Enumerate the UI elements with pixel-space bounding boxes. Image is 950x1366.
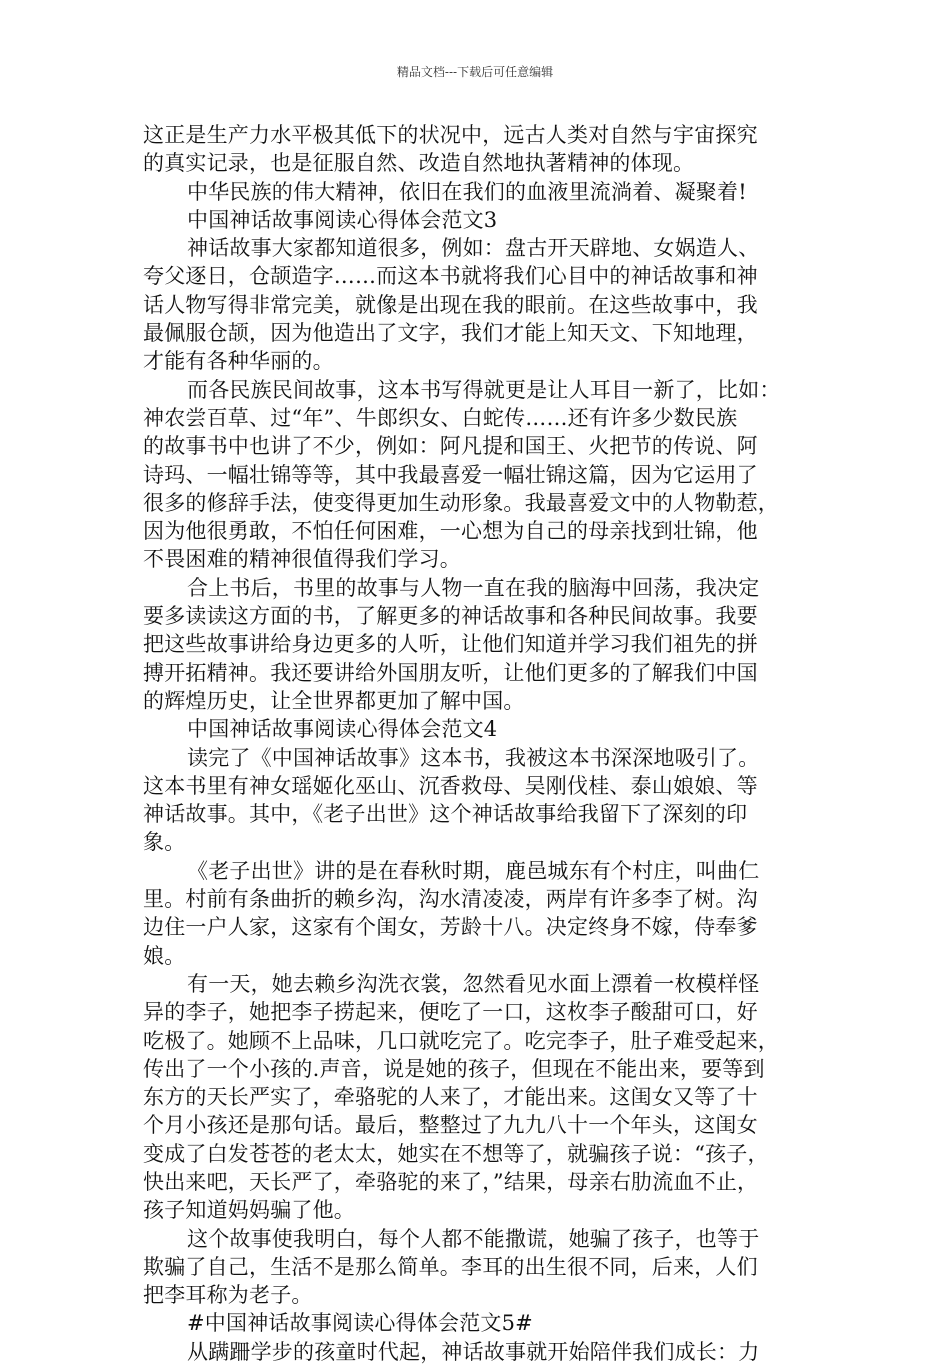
text-line: 因为他很勇敢，不怕任何困难，一心想为自己的母亲找到壮锦，他: [143, 519, 758, 544]
text-line: 要多读读这方面的书，了解更多的神话故事和各种民间故事。我要: [143, 604, 758, 629]
text-line: 有一天，她去赖乡沟洗衣裳，忽然看见水面上漂着一枚模样怪: [187, 971, 760, 996]
text-line: 异的李子，她把李子捞起来，便吃了一口，这枚李子酸甜可口，好: [143, 1000, 758, 1025]
text-line: 变成了白发苍苍的老太太，她实在不想等了，就骗孩子说：“孩子，: [143, 1141, 769, 1166]
text-line: 这本书里有神女瑶姬化巫山、沉香救母、吴刚伐桂、泰山娘娘、等: [143, 773, 758, 798]
text-line: 把李耳称为老子。: [143, 1283, 313, 1308]
text-line: 神话故事大家都知道很多，例如：盘古开天辟地、女娲造人、: [187, 236, 760, 261]
text-line: 的故事书中也讲了不少，例如：阿凡提和国王、火把节的传说、阿: [143, 434, 758, 459]
text-line: 搏开拓精神。我还要讲给外国朋友听，让他们更多的了解我们中国: [143, 660, 758, 685]
text-line: 话人物写得非常完美，就像是出现在我的眼前。在这些故事中，我: [143, 292, 758, 317]
text-line: 中国神话故事阅读心得体会范文4: [187, 717, 498, 742]
text-line: 不畏困难的精神很值得我们学习。: [143, 547, 461, 572]
text-line: 从蹒跚学步的孩童时代起，神话故事就开始陪伴我们成长：力: [187, 1339, 760, 1364]
text-line: 很多的修辞手法，使变得更加生动形象。我最喜爱文中的人物勒惹，: [143, 490, 779, 515]
text-line: 把这些故事讲给身边更多的人听，让他们知道并学习我们祖先的拼: [143, 632, 758, 657]
text-line: 传出了一个小孩的.声音，说是她的孩子，但现在不能出来，要等到: [143, 1056, 765, 1081]
text-line: 边住一户人家，这家有个闺女，芳龄十八。决定终身不嫁，侍奉爹: [143, 915, 758, 940]
text-line: 夸父逐日，仓颉造字……而这本书就将我们心目中的神话故事和神: [143, 264, 758, 289]
text-line: #中国神话故事阅读心得体会范文5#: [187, 1311, 533, 1336]
text-line: 象。: [143, 830, 186, 855]
page-header: 精品文档---下载后可任意编辑: [396, 65, 554, 79]
text-line: 的真实记录，也是征服自然、改造自然地执著精神的体现。: [143, 151, 695, 176]
text-line: 个月小孩还是那句话。最后，整整过了九九八十一个年头，这闺女: [143, 1113, 758, 1138]
text-line: 欺骗了自己，生活不是那么简单。李耳的出生很不同，后来，人们: [143, 1254, 758, 1279]
text-line: 诗玛、一幅壮锦等等，其中我最喜爱一幅壮锦这篇，因为它运用了: [143, 462, 758, 487]
text-line: 而各民族民间故事，这本书写得就更是让人耳目一新了，比如：: [187, 377, 781, 402]
text-line: 才能有各种华丽的。: [143, 349, 334, 374]
text-line: 中华民族的伟大精神，依旧在我们的血液里流淌着、凝聚着!: [187, 179, 747, 204]
text-line: 读完了《中国神话故事》这本书，我被这本书深深地吸引了。: [187, 745, 760, 770]
text-line: 东方的天长严实了，牵骆驼的人来了，才能出来。这闺女又等了十: [143, 1085, 758, 1110]
text-line: 神农尝百草、过“年”、牛郎织女、白蛇传……还有许多少数民族: [143, 405, 738, 430]
text-line: 这正是生产力水平极其低下的状况中，远古人类对自然与宇宙探究: [143, 123, 758, 147]
text-line: 的辉煌历史，让全世界都更加了解中国。: [143, 688, 525, 713]
document-body: [143, 121, 807, 1366]
text-line: 快出来吧，天长严了，牵骆驼的来了，”结果，母亲右肋流血不止，: [143, 1169, 759, 1194]
text-line: 里。村前有条曲折的赖乡沟，沟水清凌凌，两岸有许多李了树。沟: [143, 887, 758, 912]
text-line: 吃极了。她顾不上品味，几口就吃完了。吃完李子，肚子难受起来，: [143, 1028, 779, 1053]
text-line: 孩子知道妈妈骗了他。: [143, 1198, 355, 1223]
text-line: 神话故事。其中，《老子出世》这个神话故事给我留下了深刻的印: [143, 802, 748, 827]
text-line: 《老子出世》讲的是在春秋时期，鹿邑城东有个村庄，叫曲仁: [187, 858, 760, 883]
text-line: 最佩服仓颉，因为他造出了文字，我们才能上知天文、下知地理，: [143, 321, 758, 346]
text-line: 娘。: [143, 943, 186, 968]
text-line: 合上书后，书里的故事与人物一直在我的脑海中回荡，我决定: [187, 575, 760, 600]
text-line: 这个故事使我明白，每个人都不能撒谎，她骗了孩子，也等于: [187, 1226, 760, 1251]
text-line: 中国神话故事阅读心得体会范文3: [187, 207, 498, 232]
